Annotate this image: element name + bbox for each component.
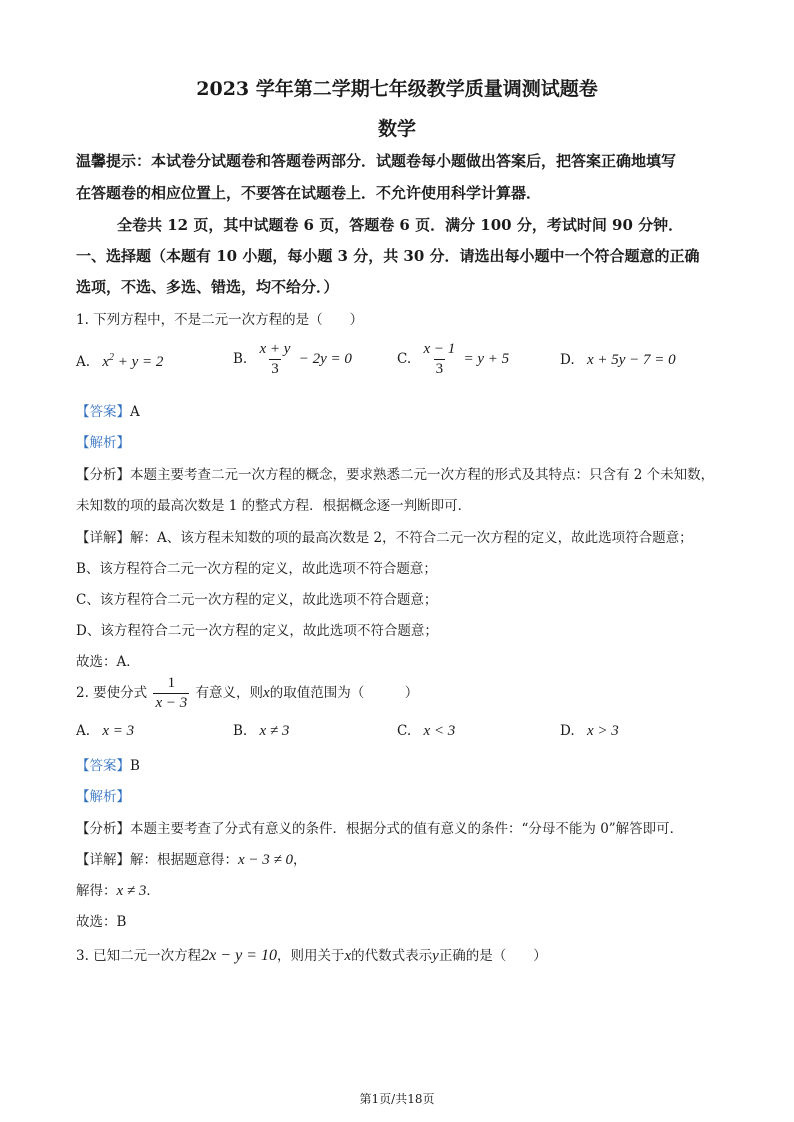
q1-option-b-denominator: 3 [271, 361, 279, 377]
q3-stem-y: y [432, 948, 439, 964]
q2-stem-var: x [263, 685, 270, 701]
q1-detail-3: C、该方程符合二元一次方程的定义，故此选项不符合题意； [76, 592, 438, 608]
q1-option-b-numerator: x + y [259, 341, 291, 357]
q1-option-d [560, 352, 676, 369]
q2-detail [76, 848, 307, 869]
answer-tag: 【答案】 [76, 758, 130, 774]
q2-solve [76, 879, 160, 900]
q3-stem [76, 944, 547, 965]
q1-option-d-label: D. [560, 352, 575, 368]
q2-frac-denominator: x − 3 [155, 695, 188, 711]
q2-solve-math: x ≠ 3 [116, 883, 147, 899]
q1-detail-text-1: 解：A、该方程未知数的项的最高次数是 2，不符合二元一次方程的定义，故此选项符合题意； [130, 530, 693, 546]
q1-choice: 故选：A． [76, 654, 140, 670]
q1-stem: 1. 下列方程中，不是二元一次方程的是（ ） [76, 312, 364, 328]
fenxi-tag: 【分析】 [76, 467, 130, 483]
q2-option-c-label: C. [397, 723, 412, 739]
q2-option-d [560, 723, 619, 740]
q1-answer [76, 400, 140, 420]
q2-analysis-tag: 【解析】 [76, 789, 130, 805]
q2-option-a-label: A. [76, 723, 91, 739]
q1-fenxi-text-1: 本题主要考查二元一次方程的概念，要求熟悉二元一次方程的形式及其特点：只含有 2 个未知数， [130, 467, 715, 483]
notice-line-1: 温馨提示：本试卷分试题卷和答题卷两部分．试题卷每小题做出答案后，把答案正确地填写 [76, 152, 677, 170]
q2-frac-numerator: 1 [167, 675, 176, 691]
section-heading-2: 选项，不选、多选、错选，均不给分．） [76, 278, 339, 296]
page-number: 第1页/共18页 [359, 1092, 435, 1106]
q1-fenxi-2: 未知数的项的最高次数是 1 的整式方程．根据概念逐一判断即可． [76, 498, 472, 514]
q2-option-a [76, 723, 134, 740]
q2-option-b-text: x ≠ 3 [259, 723, 290, 739]
page-title: 2023 学年第二学期七年级教学质量调测试题卷 [196, 78, 598, 100]
q2-option-d-text: x > 3 [586, 723, 619, 739]
q1-option-b [233, 341, 352, 378]
q1-detail-2: B、该方程符合二元一次方程的定义，故此选项不符合题意； [76, 561, 437, 577]
q1-option-c-numerator: x − 1 [423, 341, 456, 357]
q2-stem-post-1: 有意义，则 [195, 685, 264, 701]
detail-tag: 【详解】 [76, 530, 130, 546]
q2-option-a-text: x = 3 [102, 723, 135, 739]
q2-stem-post-2: 的取值范围为（ ） [269, 685, 419, 701]
q1-option-a-label: A. [76, 354, 91, 370]
q3-stem-post: 正确的是（ ） [438, 948, 547, 964]
q2-option-c [397, 723, 455, 740]
q2-stem-pre: 2. 要使分式 [76, 685, 148, 701]
q1-detail-1 [76, 526, 693, 546]
q1-detail-4: D、该方程符合二元一次方程的定义，故此选项不符合题意； [76, 623, 438, 639]
q1-answer-value: A [130, 404, 140, 420]
q3-stem-mid: ，则用关于 [276, 948, 345, 964]
q3-stem-pre: 3. 已知二元一次方程 [76, 948, 202, 964]
q2-answer-value: B [130, 758, 140, 774]
q1-fenxi-1 [76, 463, 714, 483]
q2-detail-math: x − 3 ≠ 0 [238, 852, 294, 868]
q2-detail-pre: 解：根据题意得： [130, 852, 238, 868]
q1-option-d-text: x + 5y − 7 = 0 [586, 352, 676, 368]
q1-option-b-label: B. [233, 351, 248, 367]
q1-option-c-label: C. [397, 351, 412, 367]
q3-stem-math: 2x − y = 10 [201, 947, 277, 964]
q1-option-c-denominator: 3 [435, 361, 444, 377]
q1-option-a-exp: 2 [109, 352, 115, 363]
q1-option-c [397, 341, 509, 378]
q2-option-b [233, 723, 289, 740]
q2-solve-post: ． [146, 883, 160, 899]
q2-solve-pre: 解得： [76, 883, 117, 899]
q2-fenxi-text-1: 本题主要考查了分式有意义的条件．根据分式的值有意义的条件：“分母不能为 0”解答即可． [130, 821, 684, 837]
notice-line-3: 全卷共 12 页，其中试题卷 6 页，答题卷 6 页．满分 100 分，考试时间 90 分钟． [117, 216, 684, 234]
q1-option-c-rest: = y + 5 [463, 351, 510, 367]
answer-tag: 【答案】 [76, 404, 130, 420]
q1-option-b-rest: − 2y = 0 [298, 351, 352, 367]
detail-tag: 【详解】 [76, 852, 130, 868]
q2-answer [76, 754, 140, 774]
q2-choice: 故选：B [76, 914, 127, 930]
notice-line-2: 在答题卷的相应位置上，不要答在试题卷上．不允许使用科学计算器． [76, 184, 542, 202]
q1-option-a-rest: + y = 2 [114, 354, 164, 370]
q2-detail-post: ， [293, 852, 307, 868]
q2-stem [76, 675, 418, 712]
q2-option-c-text: x < 3 [423, 723, 456, 739]
fenxi-tag: 【分析】 [76, 821, 130, 837]
q2-option-b-label: B. [233, 723, 248, 739]
section-heading-1: 一、选择题（本题有 10 小题，每小题 3 分，共 30 分．请选出每小题中一个符合题意的正确 [76, 247, 700, 265]
q2-fenxi-1 [76, 817, 683, 837]
q3-stem-x: x [344, 948, 352, 964]
q1-analysis-tag: 【解析】 [76, 435, 130, 451]
q3-stem-mid-2: 的代数式表示 [351, 948, 433, 964]
q2-option-d-label: D. [560, 723, 575, 739]
subject-title: 数学 [377, 118, 416, 140]
q1-option-a [76, 352, 163, 371]
q1-option-a-base: x [102, 354, 110, 370]
